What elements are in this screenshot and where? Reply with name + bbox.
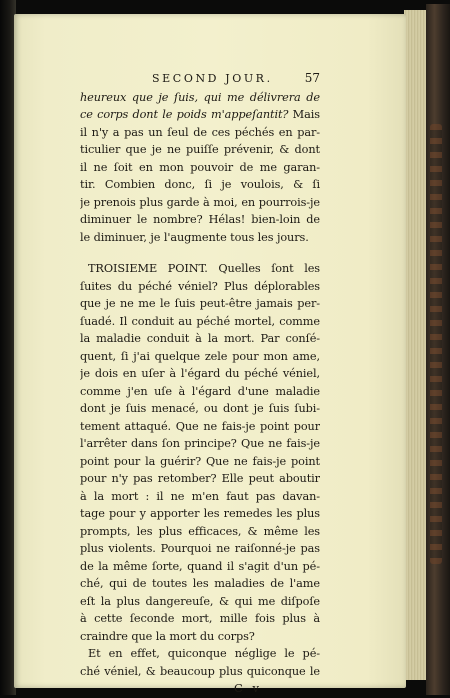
line-text: le diminuer, je l'augmente tous les jours. [80,230,309,244]
line-text: Quelles ſont les [207,262,320,275]
line-text: quent, ſi j'ai quelque zele pour mon ame, [80,349,320,363]
paragraph-1 [80,89,320,247]
text-line [80,106,320,124]
line-text: Et en effet, quiconque néglige le pé- [88,647,320,660]
text-line [80,488,320,506]
page-text [80,70,320,698]
text-line [80,400,320,418]
line-text: ché, qui de toutes les maladies de l'ame [80,577,320,590]
line-text: pour n'y pas retomber? Elle peut aboutir [80,472,320,485]
line-text: il ne ſoit en mon pouvoir de me garan- [80,160,320,174]
paragraph-2 [80,260,320,645]
running-head [80,70,320,88]
text-line [80,435,320,453]
line-text: ché véniel, & beaucoup plus quiconque le [80,664,320,678]
line-text: la maladie conduit à la mort. Par conſé- [80,332,320,345]
text-line [80,610,320,628]
line-text: à cette ſeconde mort, mille fois plus à [80,612,320,625]
text-line [80,229,320,247]
line-text: craindre que la mort du corps? [80,629,255,643]
line-text: de la même ſorte, quand il s'agit d'un pé- [80,559,320,573]
text-line [80,505,320,523]
line-text: il n'y a pas un ſeul de ces péchés en par- [80,125,320,139]
section-heading: TROISIEME POINT. [88,262,208,275]
text-line [80,383,320,401]
line-text: que je ne me le ſuis peut-être jamais per- [80,297,320,310]
text-line [80,330,320,348]
text-line [80,575,320,593]
text-line [80,141,320,159]
line-text: plus violents. Pourquoi ne raiſonné-je pas [80,542,320,555]
page-number: 57 [304,71,320,85]
text-line [80,313,320,331]
line-text: l'arrêter dans ſon principe? Que ne fais-je [80,437,320,450]
line-text: diminuer le nombre? Hélas! bien-loin de [80,213,320,226]
text-line [80,124,320,142]
line-text: Mais [288,108,320,121]
text-line [80,558,320,576]
text-line [80,645,320,663]
line-text: dont je ſuis menacé, ou dont je ſuis ſubi- [80,402,320,415]
line-text: ſuadé. Il conduit au péché mortel, comme [80,314,320,328]
text-line [80,365,320,383]
text-line [80,194,320,212]
text-line [80,295,320,313]
text-line [80,523,320,541]
text-line [80,540,320,558]
line-text: eſt la plus dangereuſe, & qui me diſpoſe [80,594,320,608]
italic-text: ce corps dont le poids m'appeſantit? [80,108,289,121]
text-line [80,176,320,194]
line-text: ticulier que je ne puiſſe prévenir, & dont [80,143,320,156]
text-line [80,418,320,436]
text-line [80,260,320,278]
text-line [80,453,320,471]
line-text: point pour la guérir? Que ne fais-je point [80,454,320,468]
line-text: comme j'en uſe à l'égard d'une maladie [80,384,320,398]
line-text: ſuites du péché véniel? Plus déplorables [80,279,320,293]
page-edges [404,10,428,680]
text-line [80,663,320,681]
line-text: tage pour y apporter les remedes les plus [80,507,320,520]
text-line [80,470,320,488]
italic-text: heureux que je ſuis, qui me délivrera de [80,90,320,104]
paragraph-3 [80,645,320,680]
text-line [80,211,320,229]
running-head-title: SECOND JOUR. [152,72,273,85]
line-text: je dois en uſer à l'égard du péché véniel, [80,367,320,380]
text-line [80,278,320,296]
text-line [80,159,320,177]
text-line [80,628,320,646]
book-cover [426,4,450,695]
signature-mark: C v [234,681,262,695]
line-text: à la mort : il ne m'en faut pas davan- [80,489,320,503]
text-line [80,593,320,611]
line-text: prompts, les plus efficaces, & même les [80,524,320,538]
line-text: tir. Combien donc, ſi je voulois, & ſi [80,178,320,191]
text-line [80,89,320,107]
line-text: tement attaqué. Que ne fais-je point pour [80,419,320,433]
text-line [80,348,320,366]
line-text: je prenois plus garde à moi, en pourrois-je [80,195,320,209]
